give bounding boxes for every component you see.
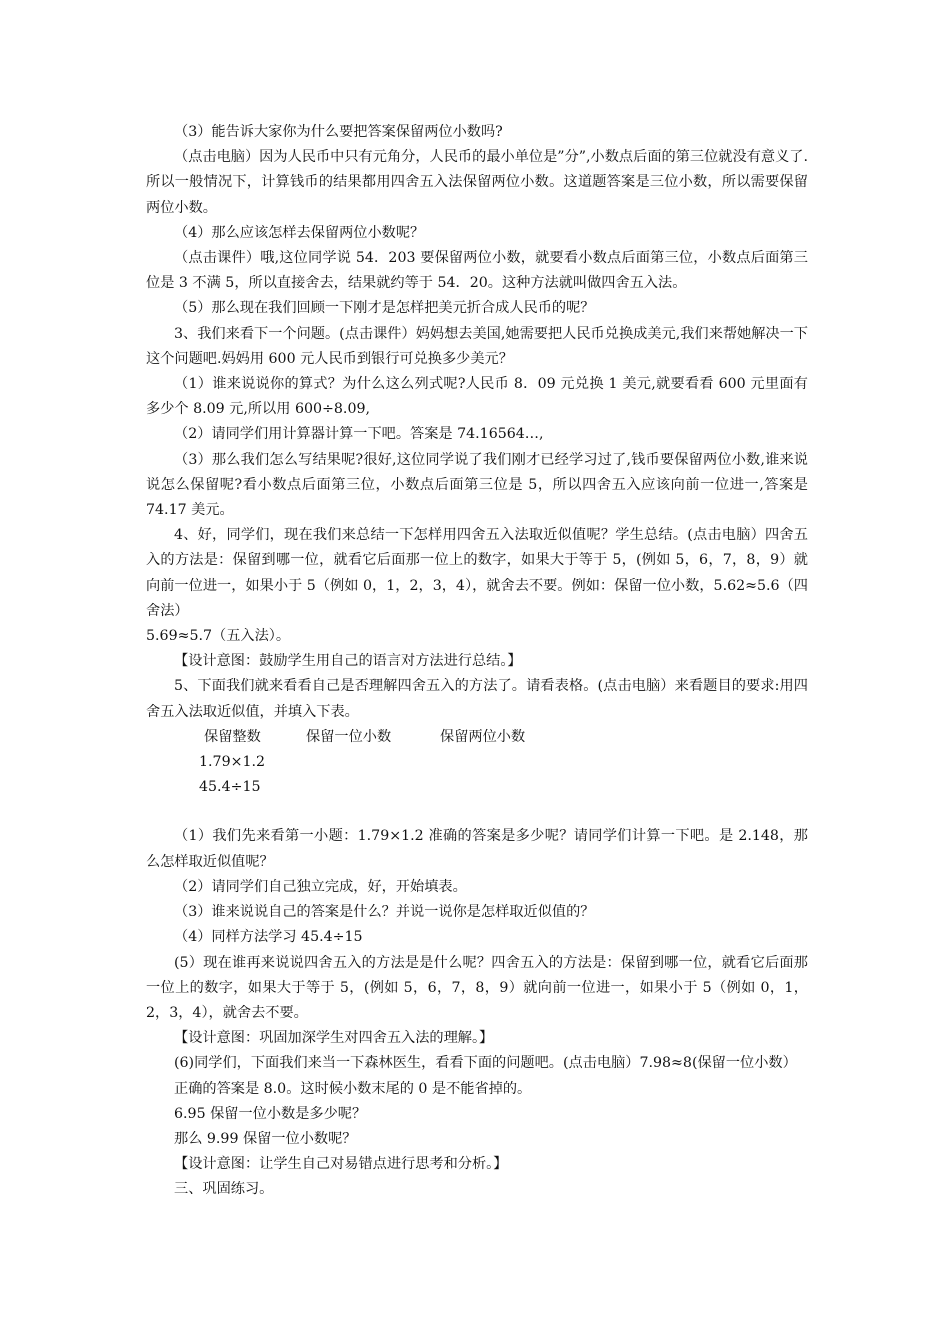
paragraph: 【设计意图：鼓励学生用自己的语言对方法进行总结。】 [174, 653, 522, 670]
document-body-part1 [146, 120, 808, 725]
paragraph: （2）请同学们自己独立完成，好，开始填表。 [174, 878, 467, 895]
paragraph: （3）能告诉大家你为什么要把答案保留两位小数吗? [174, 124, 503, 140]
paragraph: 三、巩固练习。 [174, 1181, 274, 1198]
paragraph: 4、好，同学们，现在我们来总结一下怎样用四舍五入法取近似值呢？学生总结。(点击电脑）四舍五入的方法是：保留到哪一位，就看它后面那一位上的数字，如果大于等于 5，(例如 5，6，7，8，9）就向前一位进一，如果小于 5（例如 0，1，2，3，4），就舍去不要。例如：保留一位小数，5.62≈5.6（四舍法） [146, 527, 808, 619]
table-header [204, 725, 808, 750]
paragraph: 【设计意图：让学生自己对易错点进行思考和分析。】 [174, 1156, 508, 1173]
paragraph: 6.95 保留一位小数是多少呢？ [174, 1105, 367, 1122]
paragraph: （点击课件）哦,这位同学说 54．203 要保留两位小数，就要看小数点后面第三位，小数点后面第三位是 3 不满 5，所以直接舍去，结果就约等于 54．20。这种方法就叫做四舍五入法。 [146, 250, 808, 292]
table-header-cell: 保留两位小数 [440, 728, 526, 745]
table-header-cell: 保留整数 [204, 728, 261, 745]
paragraph: （1）谁来说说你的算式？为什么这么列式呢?人民币 8．09 元兑换 1 美元,就要看看 600 元里面有多少个 8.09 元,所以用 600÷8.09, [146, 376, 808, 418]
document-page [146, 120, 808, 1203]
paragraph: 正确的答案是 8.0。这时候小数末尾的 0 是不能省掉的。 [174, 1080, 532, 1097]
paragraph: （1）我们先来看第一小题：1.79×1.2 准确的答案是多少呢？请同学们计算一下吧。是 2.148，那么怎样取近似值呢？ [146, 828, 808, 870]
paragraph: （4）同样方法学习 45.4÷15 [174, 929, 363, 946]
paragraph: 【设计意图：巩固加深学生对四舍五入法的理解。】 [174, 1030, 494, 1047]
paragraph: (5）现在谁再来说说四舍五入的方法是是什么呢？四舍五入的方法是：保留到哪一位，就看它后面那一位上的数字，如果大于等于 5，(例如 5，6，7，8，9）就向前一位进一，如果小于 5（例如 0，1，2，3，4），就舍去不要。 [146, 954, 808, 1021]
paragraph: （点击电脑）因为人民币中只有元角分，人民币的最小单位是”分”,小数点后面的第三位就没有意义了.所以一般情况下，计算钱币的结果都用四舍五入法保留两位小数。这道题答案是三位小数，所以需要保留两位小数。 [146, 149, 808, 216]
table-header-cell: 保留一位小数 [306, 728, 392, 745]
paragraph: （5）那么现在我们回顾一下刚才是怎样把美元折合成人民币的呢？ [174, 300, 595, 317]
document-body-part2 [146, 824, 808, 1202]
paragraph: （4）那么应该怎样去保留两位小数呢？ [174, 224, 425, 241]
spacer [146, 800, 808, 824]
paragraph: 那么 9.99 保留一位小数呢？ [174, 1130, 357, 1147]
paragraph: (6)同学们，下面我们来当一下森林医生，看看下面的问题吧。(点击电脑）7.98≈8(保留一位小数） [174, 1055, 797, 1072]
paragraph: （2）请同学们用计算器计算一下吧。答案是 74.16564…, [174, 426, 544, 443]
table-row-label: 1.79×1.2 [199, 754, 266, 771]
paragraph: （3）那么我们怎么写结果呢?很好,这位同学说了我们刚才已经学习过了,钱币要保留两位小数,谁来说说怎么保留呢?看小数点后面第三位，小数点后面第三位是 5，所以四舍五入应该向前一位进一,答案是 74.17 美元。 [146, 451, 808, 519]
paragraph: 5.69≈5.7（五入法）。 [146, 628, 291, 645]
paragraph: 5、下面我们就来看看自己是否理解四舍五入的方法了。请看表格。(点击电脑）来看题目的要求:用四舍五入法取近似值，并填入下表。 [146, 678, 808, 720]
exercise-table [146, 725, 808, 801]
paragraph: 3、我们来看下一个问题。(点击课件）妈妈想去美国,她需要把人民币兑换成美元,我们来帮她解决一下这个问题吧.妈妈用 600 元人民币到银行可兑换多少美元？ [146, 325, 808, 367]
paragraph: （3）谁来说说自己的答案是什么？并说一说你是怎样取近似值的？ [174, 904, 595, 921]
table-row-label: 45.4÷15 [199, 779, 261, 796]
